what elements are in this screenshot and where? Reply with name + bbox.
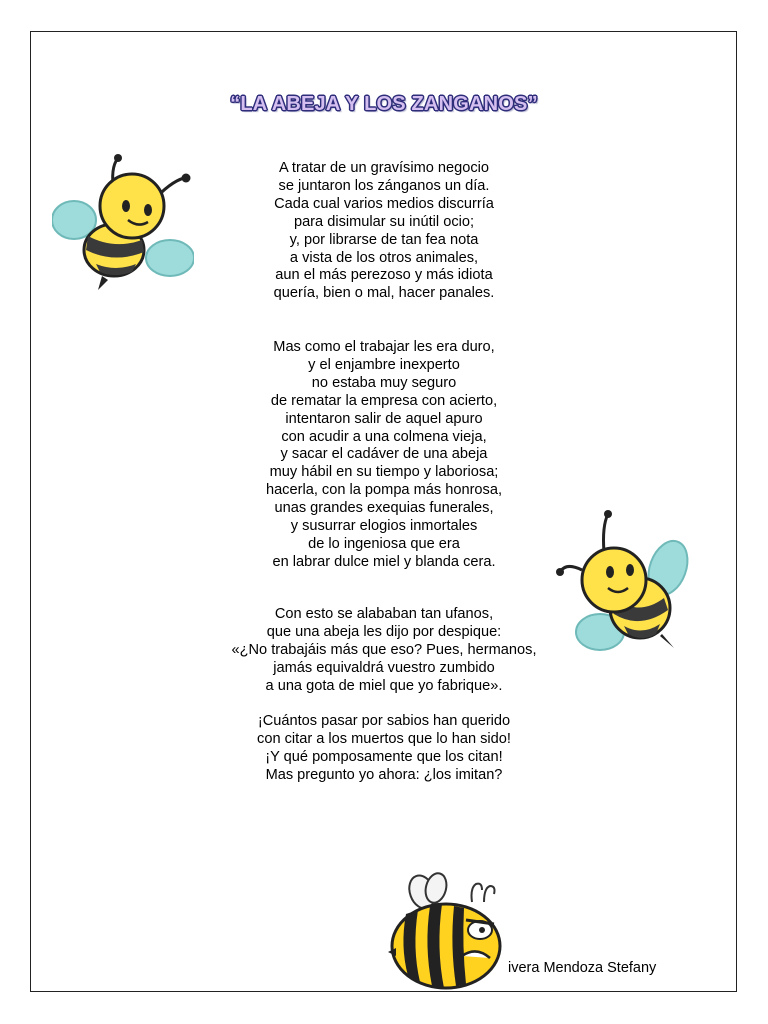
poem-line: aun el más perezoso y más idiota xyxy=(275,267,493,284)
poem-line: con acudir a una colmena vieja, xyxy=(281,428,487,445)
poem-line: jamás equivaldrá vuestro zumbido xyxy=(273,659,495,676)
poem-line: quería, bien o mal, hacer panales. xyxy=(273,285,495,302)
poem-line: y sacar el cadáver de una abeja xyxy=(280,446,488,463)
poem-line: con citar a los muertos que lo han sido! xyxy=(257,730,511,747)
poem-line: Cada cual varios medios discurría xyxy=(274,195,494,212)
poem-line: Con esto se alababan tan ufanos, xyxy=(274,606,494,622)
poem-line: ¡Cuántos pasar por sabios han querido xyxy=(257,713,511,729)
poem-line: intentaron salir de aquel apuro xyxy=(285,410,483,427)
poem-line: hacerla, con la pompa más honrosa, xyxy=(265,482,503,499)
author-name: ivera Mendoza Stefany xyxy=(508,960,657,976)
poem-line: unas grandes exequias funerales, xyxy=(274,500,494,517)
poem-line: se juntaron los zánganos un día. xyxy=(278,177,490,194)
poem-title: “LA ABEJA Y LOS ZANGANOS” xyxy=(230,93,538,115)
poem-line: y susurrar elogios inmortales xyxy=(290,518,478,535)
stanza-4 xyxy=(0,713,768,785)
poem-line: A tratar de un gravísimo negocio xyxy=(278,160,490,176)
bee-illustration-right xyxy=(556,508,690,658)
poem-line: a vista de los otros animales, xyxy=(289,249,479,266)
poem-line: y el enjambre inexperto xyxy=(308,356,460,373)
poem-line: a una gota de miel que yo fabrique». xyxy=(265,677,503,694)
poem-line: para disimular su inútil ocio; xyxy=(293,213,475,230)
poem-line: Mas pregunto yo ahora: ¿los imitan? xyxy=(265,766,503,783)
poem-line: de rematar la empresa con acierto, xyxy=(270,392,498,409)
poem-line: ¡Y qué pomposamente que los citan! xyxy=(265,748,503,765)
poem-line: muy hábil en su tiempo y laboriosa; xyxy=(269,464,499,481)
poem-line: de lo ingeniosa que era xyxy=(308,535,460,552)
poem-line: que una abeja les dijo por despique: xyxy=(266,623,502,640)
poem-line: no estaba muy seguro xyxy=(311,374,457,391)
bee-illustration-top-left xyxy=(52,152,194,294)
poem-line: en labrar dulce miel y blanda cera. xyxy=(272,553,496,570)
poem-line: Mas como el trabajar les era duro, xyxy=(273,339,495,355)
poem-line: «¿No trabajáis más que eso? Pues, hermanos, xyxy=(231,641,537,658)
bee-illustration-bottom-grumpy xyxy=(386,872,510,992)
poem-line: y, por librarse de tan fea nota xyxy=(289,231,479,248)
